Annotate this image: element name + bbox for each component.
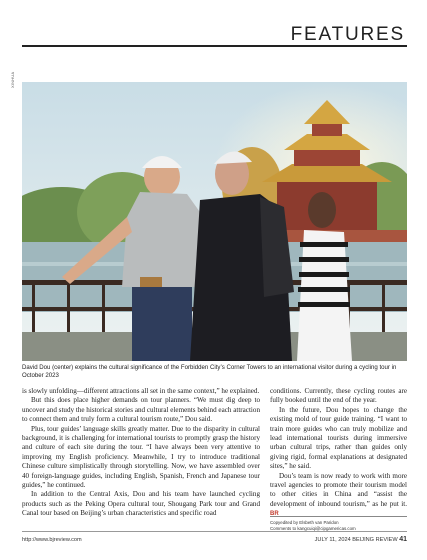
paragraph-last bbox=[270, 472, 407, 520]
article-column-right bbox=[270, 387, 407, 520]
end-mark: BR bbox=[270, 511, 279, 518]
article-column-left bbox=[22, 387, 260, 519]
photo-caption: David Dou (center) explains the cultural significance of the Forbidden City’s Corner Towers to an international visitor during a cycling tour in October 2023 bbox=[22, 364, 397, 379]
credit-box bbox=[270, 516, 407, 532]
paragraph: But this does place higher demands on tour planners. “We must dig deep to uncover and study the historical stories and cultural elements behind each attraction to connect them and truly form a cultural tourism route,” Dou said. bbox=[22, 396, 260, 424]
footer-issue bbox=[315, 536, 407, 543]
issue-info: JULY 11, 2024 BEIJING REVIEW bbox=[314, 537, 398, 543]
footer-url[interactable]: http://www.bjreview.com bbox=[22, 537, 82, 543]
article-photo bbox=[22, 82, 407, 361]
photo-credit: XINHUA bbox=[10, 71, 15, 88]
page-number: 41 bbox=[399, 536, 407, 543]
footer-rule bbox=[22, 531, 407, 532]
paragraph-text: Dou’s team is now ready to work with more travel agencies to promote their tourism model to other cities in China and “assist the development of inbound tourism,” as he put it. bbox=[270, 471, 407, 508]
paragraph: is slowly unfolding—different attractions all set in the same context,” he explained. bbox=[22, 387, 260, 395]
section-title: FEATURES bbox=[290, 24, 405, 45]
comments-contact: Comments to kangcuiqi@cipgamericas.com bbox=[270, 526, 356, 531]
copyedit-credit: Copyedited by Elsbeth van Paridon bbox=[270, 520, 339, 525]
paragraph: Plus, tour guides’ language skills greatly matter. Due to the disparity in cultural background, it is challenging for international tourists to promptly grasp the history and culture of each site during the tour. “I have always been very attentive to improving my English proficiency. Meanwhile, I try to introduce traditional Chinese culture simplistically through storytelling. Now, we have assembled over 40 foreign-language guides, including English, Spanish, French and Japanese tour guides,” he continued. bbox=[22, 424, 260, 490]
header-rule bbox=[22, 45, 407, 47]
paragraph: conditions. Currently, these cycling routes are fully booked until the end of the year. bbox=[270, 387, 407, 405]
paragraph: In addition to the Central Axis, Dou and his team have launched cycling products such as the Peking Opera cultural tour, Shougang Park tour and Grand Canal tour based on Beijing’s urban characteristics and specific road bbox=[22, 490, 260, 518]
paragraph: In the future, Dou hopes to change the existing mold of tour guide training. “I want to train more guides who can truly mobilize and lead international tourists during immersive urban cultural trips, rather than guides only giving rigid, formal explanations at designated sites,” he said. bbox=[270, 405, 407, 471]
